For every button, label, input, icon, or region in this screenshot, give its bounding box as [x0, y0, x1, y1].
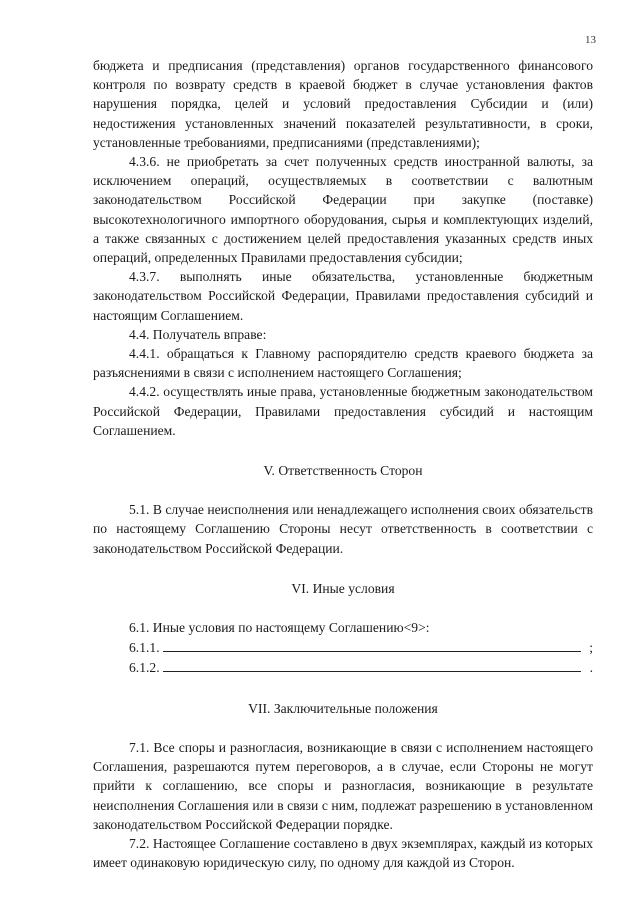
fill-in-line: [163, 637, 581, 652]
item-label: 6.1.1.: [129, 640, 160, 656]
clause-7-2: 7.2. Настоящее Соглашение составлено в двух экземплярах, каждый из которых имеет одинаковую юридическую силу, по одному для каждой из Сторон.: [93, 835, 593, 871]
clause-6-1: 6.1. Иные условия по настоящему Соглашению<9>:: [129, 620, 430, 636]
item-terminator: ;: [589, 640, 593, 656]
clause-5-1: 5.1. В случае неисполнения или ненадлежащего исполнения своих обязательств по настоящему Соглашению Стороны несут ответственность в соответствии с законодательством Российской Федерации.: [93, 502, 593, 556]
paragraph-continuation: бюджета и предписания (представления) органов государственного финансового контроля по возврату средств в краевой бюджет в случае установления фактов нарушения порядка, целей и условий предоставления Субсидии и (или) недостижения установленных значений показателей результативности, в сроки, установленные требованиями, предписаниями (представлениями);: [93, 58, 593, 150]
section-5-heading: V. Ответственность Сторон: [263, 463, 423, 479]
clause-4-4-1: 4.4.1. обращаться к Главному распорядителю средств краевого бюджета за разъяснениями в связи с исполнением настоящего Соглашения;: [93, 346, 593, 381]
blank-line-6-1-1: [93, 637, 593, 657]
page-content: [93, 56, 593, 872]
section-6-heading: VI. Иные условия: [291, 580, 395, 596]
item-label: 6.1.2.: [129, 660, 160, 676]
clause-7-1: 7.1. Все споры и разногласия, возникающие в связи с исполнением настоящего Соглашения, разрешаются путем переговоров, а в случае, если Стороны не могут прийти к соглашению, все споры и разногласия, возникающие в результате неисполнения Соглашения или в связи с ним, подлежат разрешению в установленном законодательством Российской Федерации порядке.: [93, 739, 593, 832]
clause-4-3-6: 4.3.6. не приобретать за счет полученных средств иностранной валюты, за исключением операций, осуществляемых в соответствии с валютным законодательством Российской Федерации при закупке (поставке) высокотехнологичного импортного оборудования, сырья и комплектующих изделий, а также связанных с достижением целей предоставления указанных средств иных операций, определенных Правилами предоставления субсидии;: [93, 154, 593, 266]
page-number: 13: [585, 34, 596, 46]
item-terminator: .: [589, 660, 593, 676]
section-7-heading: VII. Заключительные положения: [248, 700, 438, 716]
clause-4-3-7: 4.3.7. выполнять иные обязательства, установленные бюджетным законодательством Российской Федерации, Правилами предоставления субсидий и настоящим Соглашением.: [93, 269, 593, 323]
clause-4-4-2: 4.4.2. осуществлять иные права, установленные бюджетным законодательством Российской Федерации, Правилами предоставления субсидий и настоящим Соглашением.: [93, 384, 593, 438]
clause-4-4: 4.4. Получатель вправе:: [129, 326, 267, 342]
fill-in-line: [163, 657, 581, 672]
blank-line-6-1-2: [93, 657, 593, 677]
